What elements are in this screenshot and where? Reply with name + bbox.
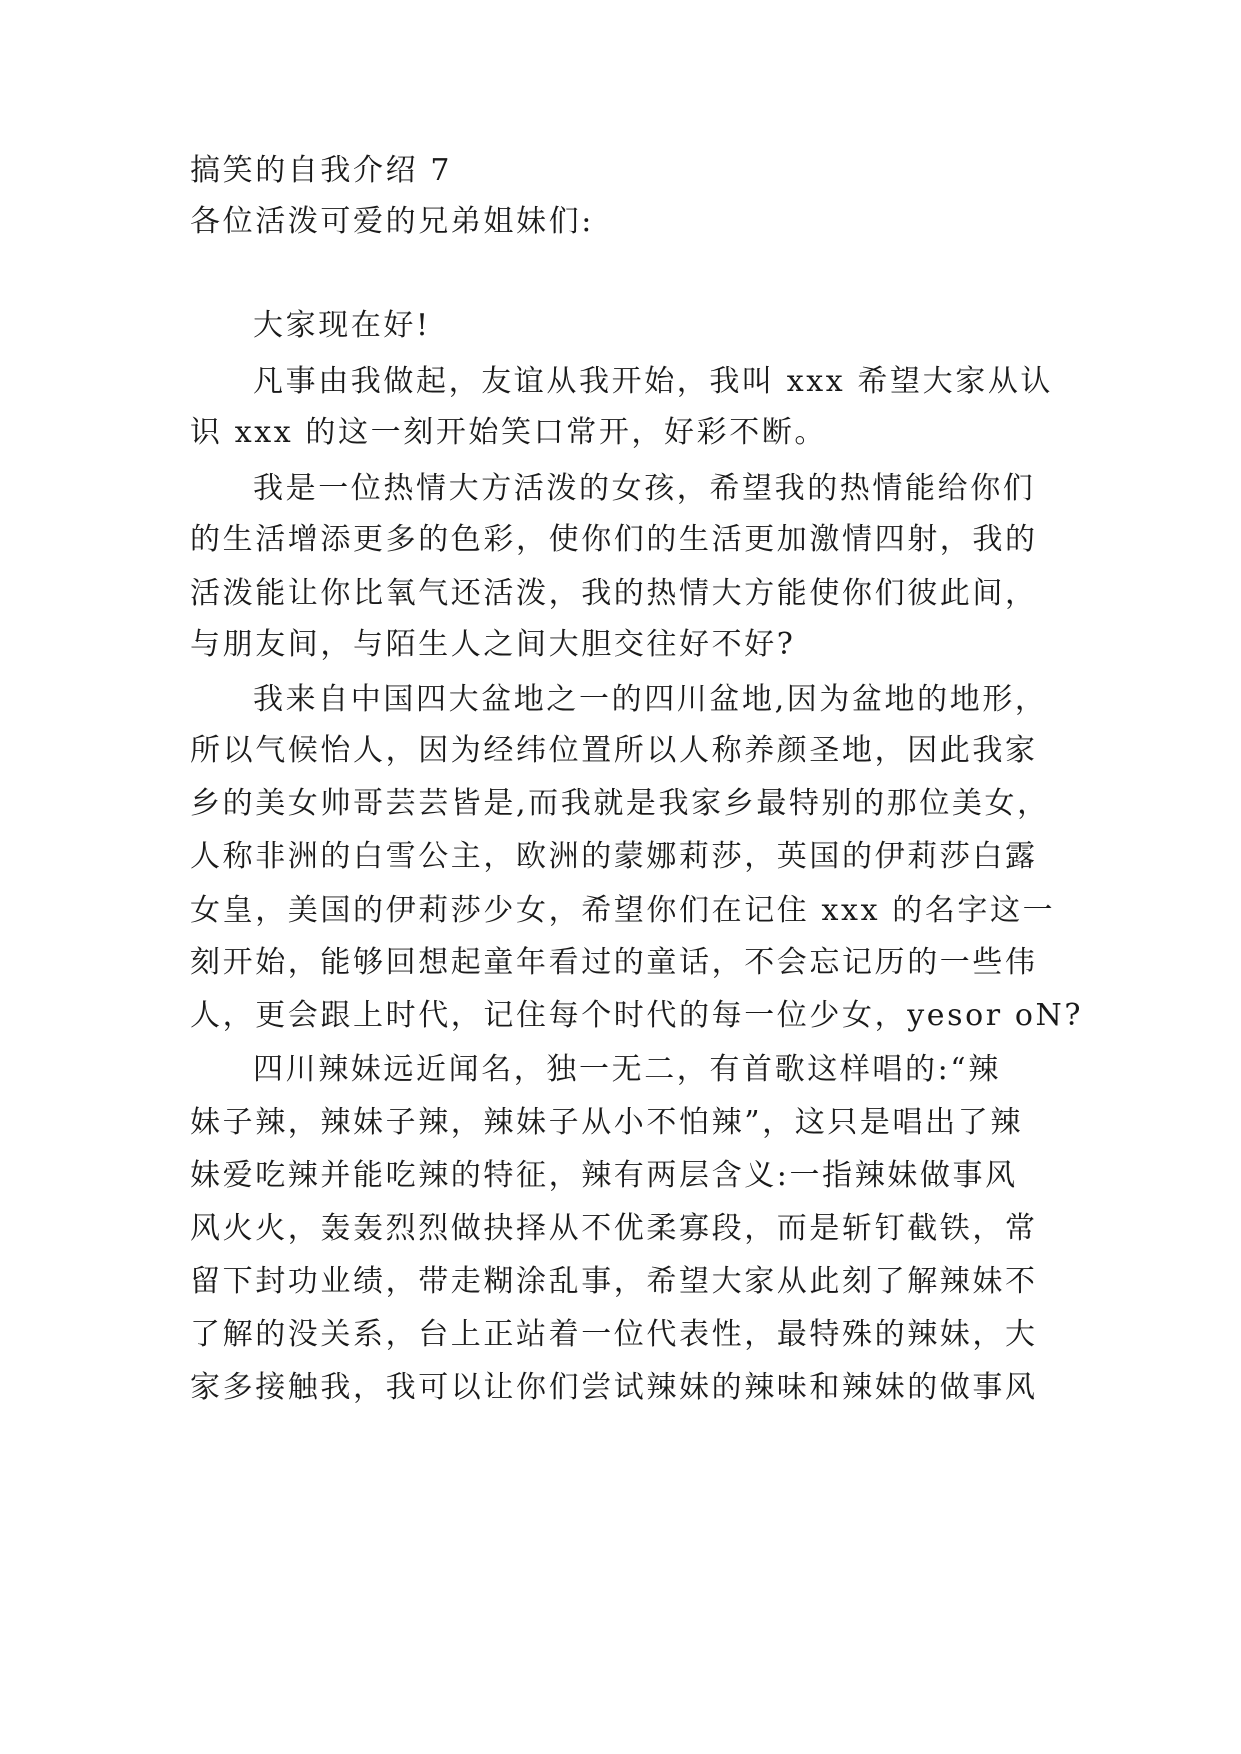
paragraph-line: 所以气候怡人，因为经纬位置所以人称养颜圣地，因此我家 [190,733,1038,768]
paragraph-line: 妹子辣，辣妹子辣，辣妹子从小不怕辣”，这只是唱出了辣 [190,1105,1023,1140]
document-title: 搞笑的自我介绍 7 [190,153,453,188]
paragraph-line: 刻开始，能够回想起童年看过的童话，不会忘记历的一些伟 [190,945,1038,980]
paragraph-line: 的生活增添更多的色彩，使你们的生活更加激情四射，我的 [190,522,1038,557]
paragraph-line: 我是一位热情大方活泼的女孩，希望我的热情能给你们 [253,471,1036,506]
paragraph-line: 活泼能让你比氧气还活泼，我的热情大方能使你们彼此间， [190,576,1038,611]
paragraph-line: 妹爱吃辣并能吃辣的特征，辣有两层含义:一指辣妹做事风 [190,1158,1018,1193]
paragraph-line: 了解的没关系，台上正站着一位代表性，最特殊的辣妹，大 [190,1317,1038,1352]
paragraph-line: 人，更会跟上时代，记住每个时代的每一位少女，yesor oN? [190,998,1084,1033]
paragraph-line: 乡的美女帅哥芸芸皆是,而我就是我家乡最特别的那位美女， [190,786,1050,821]
paragraph-line: 大家现在好! [253,308,431,343]
paragraph-line: 与朋友间，与陌生人之间大胆交往好不好? [190,627,796,662]
paragraph-line: 我来自中国四大盆地之一的四川盆地,因为盆地的地形， [253,682,1048,717]
greeting-line: 各位活泼可爱的兄弟姐妹们: [190,204,594,239]
paragraph-line: 风火火，轰轰烈烈做抉择从不优柔寡段，而是斩钉截铁，常 [190,1211,1038,1246]
paragraph-line: 四川辣妹远近闻名，独一无二，有首歌这样唱的:“辣 [253,1052,1001,1087]
paragraph-line: 凡事由我做起，友谊从我开始，我叫 xxx 希望大家从认 [253,364,1054,399]
paragraph-line: 识 xxx 的这一刻开始笑口常开，好彩不断。 [190,415,828,450]
paragraph-line: 女皇，美国的伊莉莎少女，希望你们在记住 xxx 的名字这一 [190,893,1056,928]
paragraph-line: 家多接触我，我可以让你们尝试辣妹的辣味和辣妹的做事风 [190,1370,1038,1405]
paragraph-line: 留下封功业绩，带走糊涂乱事，希望大家从此刻了解辣妹不 [190,1264,1038,1299]
paragraph-line: 人称非洲的白雪公主，欧洲的蒙娜莉莎，英国的伊莉莎白露 [190,839,1038,874]
